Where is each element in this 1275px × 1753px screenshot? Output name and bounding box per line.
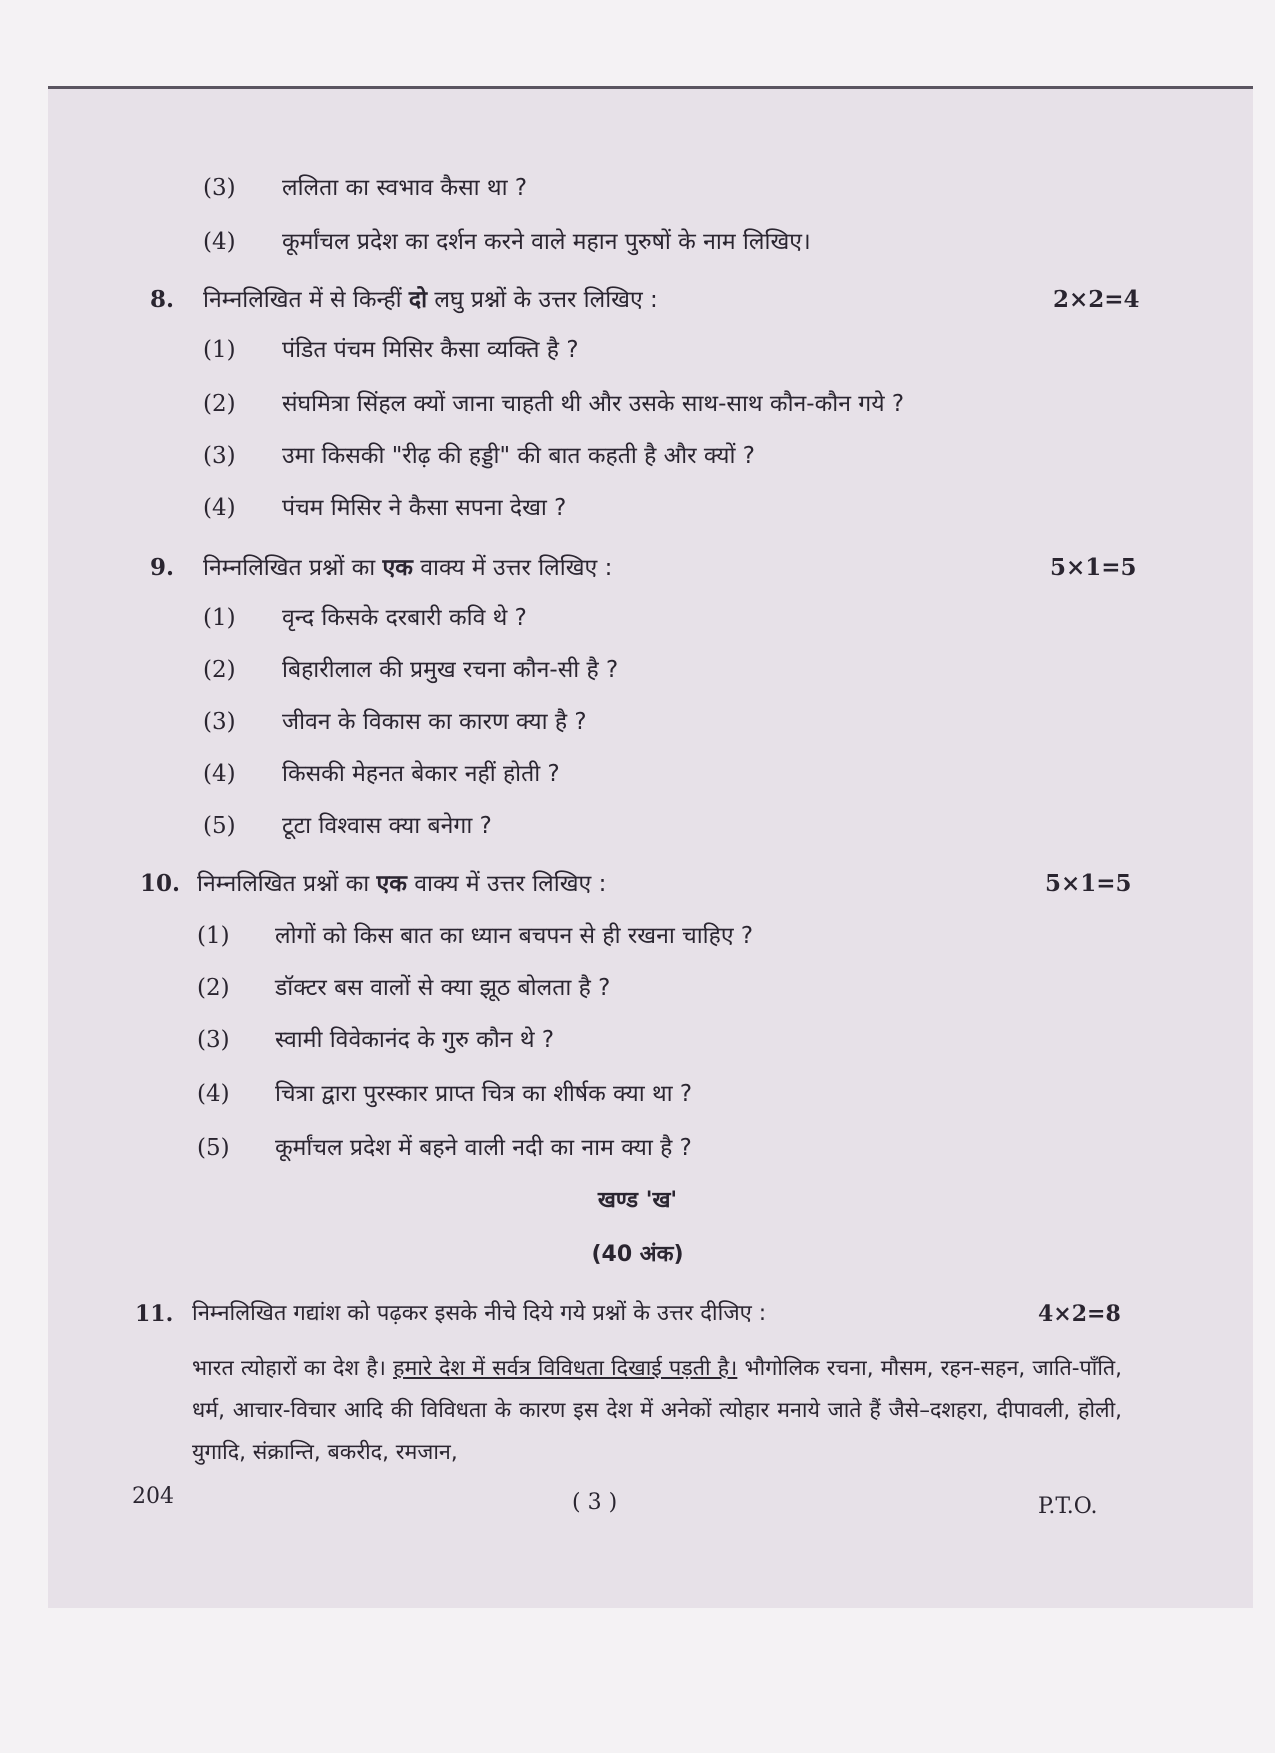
item-number: (3) — [203, 709, 236, 735]
question-8-heading — [0, 280, 1275, 320]
question-text-part: निम्नलिखित में से किन्हीं — [203, 287, 409, 313]
item-text: उमा किसकी "रीढ़ की हड्डी" की बात कहती है और क्यों ? — [282, 443, 755, 469]
q7-item-4 — [0, 222, 1275, 262]
item-number: (5) — [197, 1135, 230, 1161]
item-text: स्वामी विवेकानंद के गुरु कौन थे ? — [275, 1027, 555, 1053]
item-text: टूटा विश्वास क्या बनेगा ? — [282, 813, 492, 839]
q8-item-1 — [0, 330, 1275, 370]
section-title: खण्ड 'ख' — [597, 1188, 678, 1213]
item-number: (4) — [197, 1081, 230, 1107]
passage-text — [192, 1348, 1122, 1474]
item-text: डॉक्टर बस वालों से क्या झूठ बोलता है ? — [275, 975, 611, 1001]
item-number: (3) — [203, 443, 236, 469]
q10-item-5 — [0, 1128, 1275, 1168]
item-number: (1) — [203, 337, 236, 363]
paper-code: 204 — [132, 1484, 174, 1509]
item-number: (1) — [197, 923, 230, 949]
passage-part: भारत त्योहारों का देश है। — [192, 1356, 394, 1381]
question-text-emphasis: एक — [376, 871, 407, 897]
item-text: जीवन के विकास का कारण क्या है ? — [282, 709, 587, 735]
item-text: वृन्द किसके दरबारी कवि थे ? — [282, 605, 527, 631]
section-marks: (40 अंक) — [591, 1242, 684, 1267]
item-number: (2) — [203, 657, 236, 683]
question-text — [203, 548, 612, 588]
item-text: ललिता का स्वभाव कैसा था ? — [282, 175, 528, 201]
q9-item-1 — [0, 598, 1275, 638]
question-number: 11. — [135, 1301, 174, 1327]
item-number: (4) — [203, 761, 236, 787]
q8-item-2 — [0, 384, 1275, 424]
item-number: (5) — [203, 813, 236, 839]
question-text-part: लघु प्रश्नों के उत्तर लिखिए : — [427, 287, 658, 313]
question-marks: 2×2=4 — [1053, 286, 1140, 313]
pto-label: P.T.O. — [1038, 1494, 1098, 1519]
question-text-part: निम्नलिखित प्रश्नों का — [203, 555, 383, 581]
item-text: पंडित पंचम मिसिर कैसा व्यक्ति है ? — [282, 337, 579, 363]
q10-item-1 — [0, 916, 1275, 956]
question-10-heading — [0, 864, 1275, 904]
item-text: कूर्मांचल प्रदेश का दर्शन करने वाले महान पुरुषों के नाम लिखिए। — [282, 229, 811, 255]
question-marks: 5×1=5 — [1045, 870, 1132, 897]
q10-item-4 — [0, 1074, 1275, 1114]
q8-item-4 — [0, 488, 1275, 528]
question-number: 10. — [140, 870, 181, 897]
item-text: पंचम मिसिर ने कैसा सपना देखा ? — [282, 495, 567, 521]
q7-item-3 — [0, 168, 1275, 208]
passage-underlined-sentence: हमारे देश में सर्वत्र विविधता दिखाई पड़ती है। — [393, 1356, 738, 1381]
item-text: चित्रा द्वारा पुरस्कार प्राप्त चित्र का शीर्षक क्या था ? — [275, 1081, 693, 1107]
passage-part: भौगोलिक रचना, मौसम, रहन-सहन, जाति-पाँति, धर्म, आचार-विचार आदि की विविधता के कारण इस देश में अनेकों त्योहार मनाये जाते हैं जैसे–दशहरा, दीपावली, होली, युगादि, संक्रान्ति, बकरीद, रमजान, — [192, 1356, 1122, 1465]
question-text-part: निम्नलिखित प्रश्नों का — [197, 871, 377, 897]
item-text: बिहारीलाल की प्रमुख रचना कौन-सी है ? — [282, 657, 619, 683]
item-number: (2) — [203, 391, 236, 417]
q8-item-3 — [0, 436, 1275, 476]
item-text: लोगों को किस बात का ध्यान बचपन से ही रखना चाहिए ? — [275, 923, 754, 949]
question-marks: 4×2=8 — [1038, 1301, 1121, 1327]
q9-item-4 — [0, 754, 1275, 794]
question-text — [203, 280, 658, 320]
q9-item-5 — [0, 806, 1275, 846]
question-text: निम्नलिखित गद्यांश को पढ़कर इसके नीचे दिये गये प्रश्नों के उत्तर दीजिए : — [192, 1301, 767, 1326]
question-9-heading — [0, 548, 1275, 588]
question-text-emphasis: दो — [408, 287, 428, 313]
item-number: (4) — [203, 495, 236, 521]
item-number: (4) — [203, 229, 236, 255]
item-number: (3) — [197, 1027, 230, 1053]
question-number: 8. — [150, 286, 175, 313]
question-text — [197, 864, 606, 904]
item-number: (3) — [203, 175, 236, 201]
q10-item-3 — [0, 1020, 1275, 1060]
page-number: ( 3 ) — [572, 1490, 618, 1515]
question-marks: 5×1=5 — [1050, 554, 1137, 581]
q9-item-2 — [0, 650, 1275, 690]
question-text-emphasis: एक — [382, 555, 413, 581]
item-number: (1) — [203, 605, 236, 631]
question-text-part: वाक्य में उत्तर लिखिए : — [412, 555, 613, 581]
question-11-heading — [0, 1294, 1275, 1334]
item-text: संघमित्रा सिंहल क्यों जाना चाहती थी और उसके साथ-साथ कौन-कौन गये ? — [282, 391, 905, 417]
item-text: कूर्मांचल प्रदेश में बहने वाली नदी का नाम क्या है ? — [275, 1135, 692, 1161]
question-number: 9. — [150, 554, 175, 581]
item-number: (2) — [197, 975, 230, 1001]
q9-item-3 — [0, 702, 1275, 742]
item-text: किसकी मेहनत बेकार नहीं होती ? — [282, 761, 560, 787]
q10-item-2 — [0, 968, 1275, 1008]
question-text-part: वाक्य में उत्तर लिखिए : — [406, 871, 607, 897]
